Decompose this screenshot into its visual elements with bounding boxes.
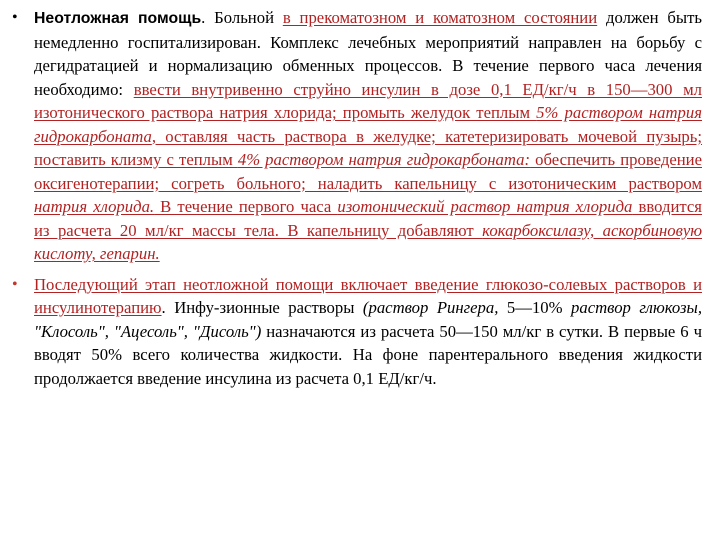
link-dose-rate[interactable]: вводится из расчета 20 мл/кг массы тела. В капельницу добавляют: [34, 197, 702, 240]
link-bicarbonate-5[interactable]: 5% раствором натрия гидрокарбоната: [34, 103, 702, 146]
bullet-marker: •: [12, 9, 18, 26]
paragraph-subsequent-care: [34, 273, 702, 391]
link-bicarbonate-4[interactable]: 4% раствором натрия гидрокарбоната:: [237, 150, 531, 169]
text-span: 5—10%: [498, 298, 572, 317]
link-subsequent-stage[interactable]: Последующий этап неотложной помощи включает введение глюкозо-солевых растворов и инсулинотерапию: [34, 274, 702, 317]
text-span: должен быть немедленно госпитализирован. Комплекс лечебных мероприятий направлен на борьбу с дегидратацией и нормализацию обменных процессов. В течение первого часа лечения необходимо:: [34, 8, 702, 99]
spacer: [12, 266, 702, 273]
link-first-hour[interactable]: В течение первого часа: [154, 197, 338, 216]
text-solutions: раствор глюкозы, "Клосоль", "Ацесоль", "Дисоль"): [34, 298, 702, 341]
link-catheterize[interactable]: , оставляя часть раствора в желудке; катетеризировать мочевой пузырь; поставить клизму с теплым: [34, 126, 702, 169]
link-additives[interactable]: кокарбоксилазу, аскорбиновую кислоту, гепарин.: [34, 220, 702, 263]
link-precoma-coma[interactable]: в прекоматозном и коматозном состоянии: [282, 8, 598, 27]
text-span: назначаются из расчета 50—150 мл/кг в сутки. В первые 6 ч вводят 50% всего количества жидкости. На фоне парентерального введения жидкости продолжается введение инсулина из расчета 0,1 ЕД/кг/ч.: [34, 321, 702, 388]
link-oxygen-therapy[interactable]: обеспечить проведение оксигенотерапии; согреть больного; наладить капельницу с изотоническим раствором: [34, 150, 702, 193]
term-emergency-care: Неотложная помощь: [34, 10, 202, 27]
text-span: . Больной: [201, 8, 283, 27]
text-span: . Инфу-зионные растворы: [161, 298, 363, 317]
link-sodium-chloride[interactable]: натрия хлорида.: [34, 197, 155, 216]
bullet-subsequent-care: [12, 273, 702, 391]
paragraph-emergency-care: [34, 6, 702, 266]
bullet-emergency-care: [12, 6, 702, 266]
link-insulin-infusion[interactable]: ввести внутривенно струйно инсулин в дозе 0,1 ЕД/кг/ч в 150—300 мл изотонического раствора натрия хлорида; промыть желудок теплым: [34, 79, 702, 122]
text-ringer: (раствор Рингера,: [362, 298, 499, 317]
link-isotonic-solution[interactable]: изотонический раствор натрия хлорида: [337, 197, 633, 216]
bullet-marker: •: [12, 275, 18, 293]
